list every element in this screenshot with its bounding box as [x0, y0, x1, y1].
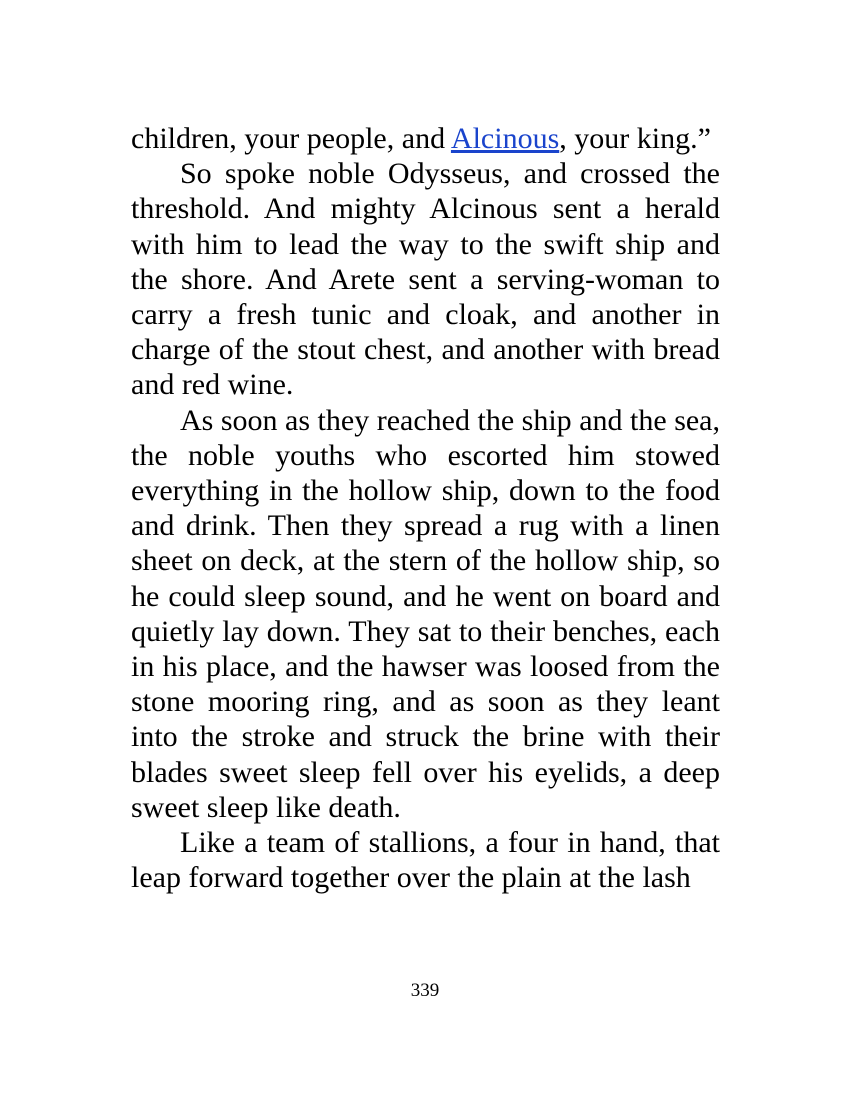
- paragraph-continuation: [131, 121, 720, 156]
- paragraph-1-text-before-link: children, your people, and: [131, 122, 451, 155]
- page-number: 339: [410, 980, 440, 1001]
- body-text: [131, 121, 720, 895]
- paragraph-1-text-after-link: , your king.”: [559, 122, 711, 155]
- paragraph-ship-voyage: As soon as they reached the ship and the sea, the noble youths who escorted him stowed everything in the hollow ship, down to the food and drink. Then they spread a rug with a linen sheet on deck, at the stern of the hollow ship, so he could sleep sound, and he went on board and quietly lay down. They sat to their benches, each in his place, and the hawser was loosed from the stone mooring ring, and as soon as they leant into the stroke and struck the brine with their blades sweet sleep fell over his eyelids, a deep sweet sleep like death.: [131, 403, 720, 824]
- paragraph-odysseus-departs: So spoke noble Odysseus, and crossed the threshold. And mighty Alcinous sent a herald with him to lead the way to the swift ship and the shore. And Arete sent a serving-woman to carry a fresh tunic and cloak, and another in charge of the stout chest, and another with bread and red wine.: [131, 157, 720, 402]
- paragraph-stallions: Like a team of stallions, a four in hand, that leap forward together over the plain at the lash: [131, 826, 720, 895]
- page-body: [131, 121, 720, 895]
- alcinous-link[interactable]: Alcinous: [450, 122, 560, 155]
